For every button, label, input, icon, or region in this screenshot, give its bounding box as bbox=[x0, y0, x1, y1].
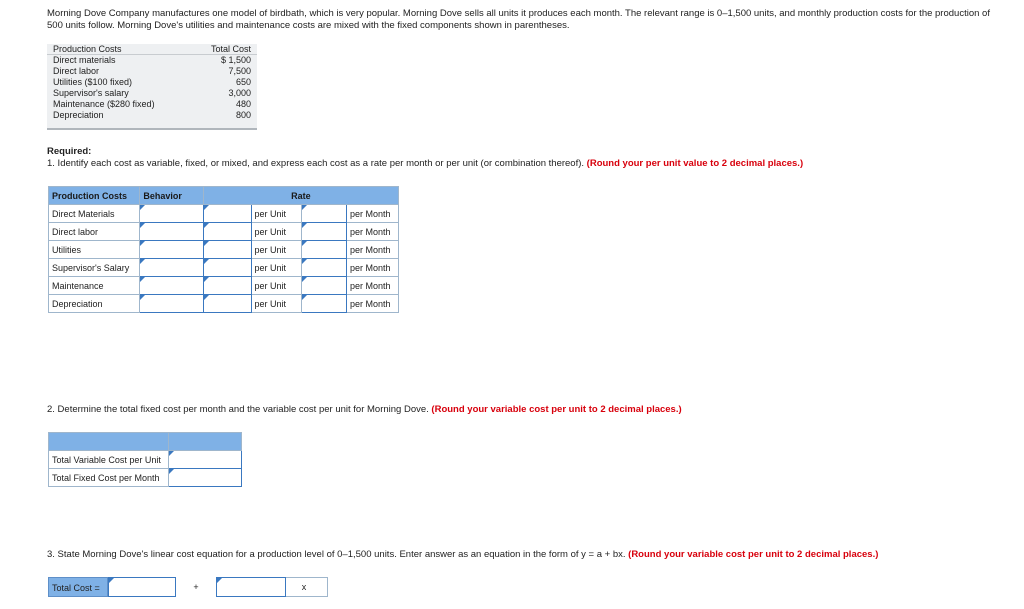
behavior-input[interactable] bbox=[140, 277, 203, 295]
times-sign: x bbox=[301, 582, 307, 592]
variable-rate-input[interactable] bbox=[216, 577, 286, 597]
cost-row bbox=[47, 88, 257, 99]
table-row bbox=[49, 223, 399, 241]
header-behavior: Behavior bbox=[140, 187, 203, 205]
plus-sign: + bbox=[193, 582, 199, 592]
cost-row-name: Maintenance ($280 fixed) bbox=[53, 99, 155, 109]
required-section bbox=[47, 146, 803, 170]
header-production-costs: Production Costs bbox=[49, 187, 140, 205]
question-3-text: 3. State Morning Dove's linear cost equation for a production level of 0–1,500 units. Enter answer as an equation in the form of bbox=[47, 549, 582, 560]
behavior-rate-table bbox=[48, 186, 399, 313]
per-unit-label: per Unit bbox=[251, 205, 302, 223]
cost-row-name: Supervisor's salary bbox=[53, 88, 129, 98]
cost-row-value: $ 1,500 bbox=[220, 55, 251, 65]
row-label: Total Variable Cost per Unit bbox=[49, 451, 169, 469]
question-1 bbox=[47, 158, 803, 170]
table-row bbox=[49, 469, 242, 487]
fixed-cost-input[interactable] bbox=[108, 577, 176, 597]
per-month-input[interactable] bbox=[302, 277, 347, 295]
per-unit-label: per Unit bbox=[251, 295, 302, 313]
cost-row-name: Direct labor bbox=[53, 66, 100, 76]
total-fixed-cost-input[interactable] bbox=[169, 469, 242, 487]
per-month-label: per Month bbox=[347, 259, 399, 277]
table-row bbox=[49, 451, 242, 469]
behavior-input[interactable] bbox=[140, 241, 203, 259]
total-variable-cost-input[interactable] bbox=[169, 451, 242, 469]
per-month-input[interactable] bbox=[302, 241, 347, 259]
question-2-text: 2. Determine the total fixed cost per month and the variable cost per unit for Morning Dove. bbox=[47, 404, 429, 415]
question-3-formula: y = a + bx. bbox=[581, 549, 626, 560]
per-month-label: per Month bbox=[347, 205, 399, 223]
cost-row bbox=[47, 55, 257, 67]
cost-row bbox=[47, 99, 257, 110]
table-row bbox=[49, 259, 399, 277]
cost-row-value: 800 bbox=[191, 110, 257, 129]
question-3 bbox=[47, 549, 878, 560]
row-label: Total Fixed Cost per Month bbox=[49, 469, 169, 487]
per-unit-input[interactable] bbox=[203, 223, 251, 241]
cost-row bbox=[47, 66, 257, 77]
per-unit-input[interactable] bbox=[203, 259, 251, 277]
row-label: Direct Materials bbox=[49, 205, 140, 223]
per-unit-input[interactable] bbox=[203, 241, 251, 259]
per-unit-input[interactable] bbox=[203, 295, 251, 313]
cost-row-value: 650 bbox=[235, 77, 251, 87]
cost-row-value: 3,000 bbox=[228, 88, 251, 98]
totals-header-blank bbox=[169, 433, 242, 451]
table-row bbox=[49, 295, 399, 313]
per-unit-input[interactable] bbox=[203, 277, 251, 295]
problem-intro: Morning Dove Company manufactures one model of birdbath, which is very popular. Morning Dove sells all units it produces each month. The relevant range is 0–1,500 units, and monthly production costs for the production of 500 units follow. Morning Dove's utilities and maintenance costs are mixed with the fixed components shown in parentheses. bbox=[47, 8, 990, 31]
question-2 bbox=[47, 404, 682, 415]
totals-table bbox=[48, 432, 242, 487]
per-unit-input[interactable] bbox=[203, 205, 251, 223]
totals-header-blank bbox=[49, 433, 169, 451]
row-label: Utilities bbox=[49, 241, 140, 259]
per-unit-label: per Unit bbox=[251, 241, 302, 259]
per-month-input[interactable] bbox=[302, 259, 347, 277]
behavior-input[interactable] bbox=[140, 259, 203, 277]
cost-row-name: Utilities ($100 fixed) bbox=[53, 77, 133, 87]
row-label: Direct labor bbox=[49, 223, 140, 241]
table-row bbox=[49, 241, 399, 259]
cost-row-name: Depreciation bbox=[47, 110, 191, 129]
per-month-input[interactable] bbox=[302, 223, 347, 241]
question-3-note: (Round your variable cost per unit to 2 decimal places.) bbox=[628, 549, 879, 560]
units-cell bbox=[286, 577, 328, 597]
question-1-note: (Round your per unit value to 2 decimal places.) bbox=[586, 158, 804, 169]
cost-table-header-costs: Production Costs bbox=[47, 44, 191, 55]
behavior-input[interactable] bbox=[140, 295, 203, 313]
total-cost-label: Total Cost = bbox=[48, 577, 108, 597]
row-label: Supervisor's Salary bbox=[49, 259, 140, 277]
table-row bbox=[49, 205, 399, 223]
per-unit-label: per Unit bbox=[251, 277, 302, 295]
required-heading: Required: bbox=[47, 146, 92, 157]
cost-row-value: 7,500 bbox=[228, 66, 251, 76]
cost-table-header-total: Total Cost bbox=[191, 44, 257, 55]
cost-row bbox=[47, 110, 257, 129]
per-unit-label: per Unit bbox=[251, 259, 302, 277]
per-month-label: per Month bbox=[347, 295, 399, 313]
behavior-input[interactable] bbox=[140, 223, 203, 241]
per-month-input[interactable] bbox=[302, 205, 347, 223]
row-label: Maintenance bbox=[49, 277, 140, 295]
given-cost-table bbox=[47, 44, 257, 130]
header-rate: Rate bbox=[203, 187, 398, 205]
cost-row-name: Direct materials bbox=[53, 55, 116, 65]
per-month-label: per Month bbox=[347, 223, 399, 241]
per-unit-label: per Unit bbox=[251, 223, 302, 241]
question-2-note: (Round your variable cost per unit to 2 decimal places.) bbox=[431, 404, 682, 415]
question-1-text: 1. Identify each cost as variable, fixed, or mixed, and express each cost as a rate per month or per unit (or combination thereof). bbox=[47, 158, 585, 169]
row-label: Depreciation bbox=[49, 295, 140, 313]
behavior-input[interactable] bbox=[140, 205, 203, 223]
per-month-label: per Month bbox=[347, 241, 399, 259]
cost-row bbox=[47, 77, 257, 88]
per-month-label: per Month bbox=[347, 277, 399, 295]
per-month-input[interactable] bbox=[302, 295, 347, 313]
table-row bbox=[49, 277, 399, 295]
cost-row-value: 480 bbox=[235, 99, 251, 109]
